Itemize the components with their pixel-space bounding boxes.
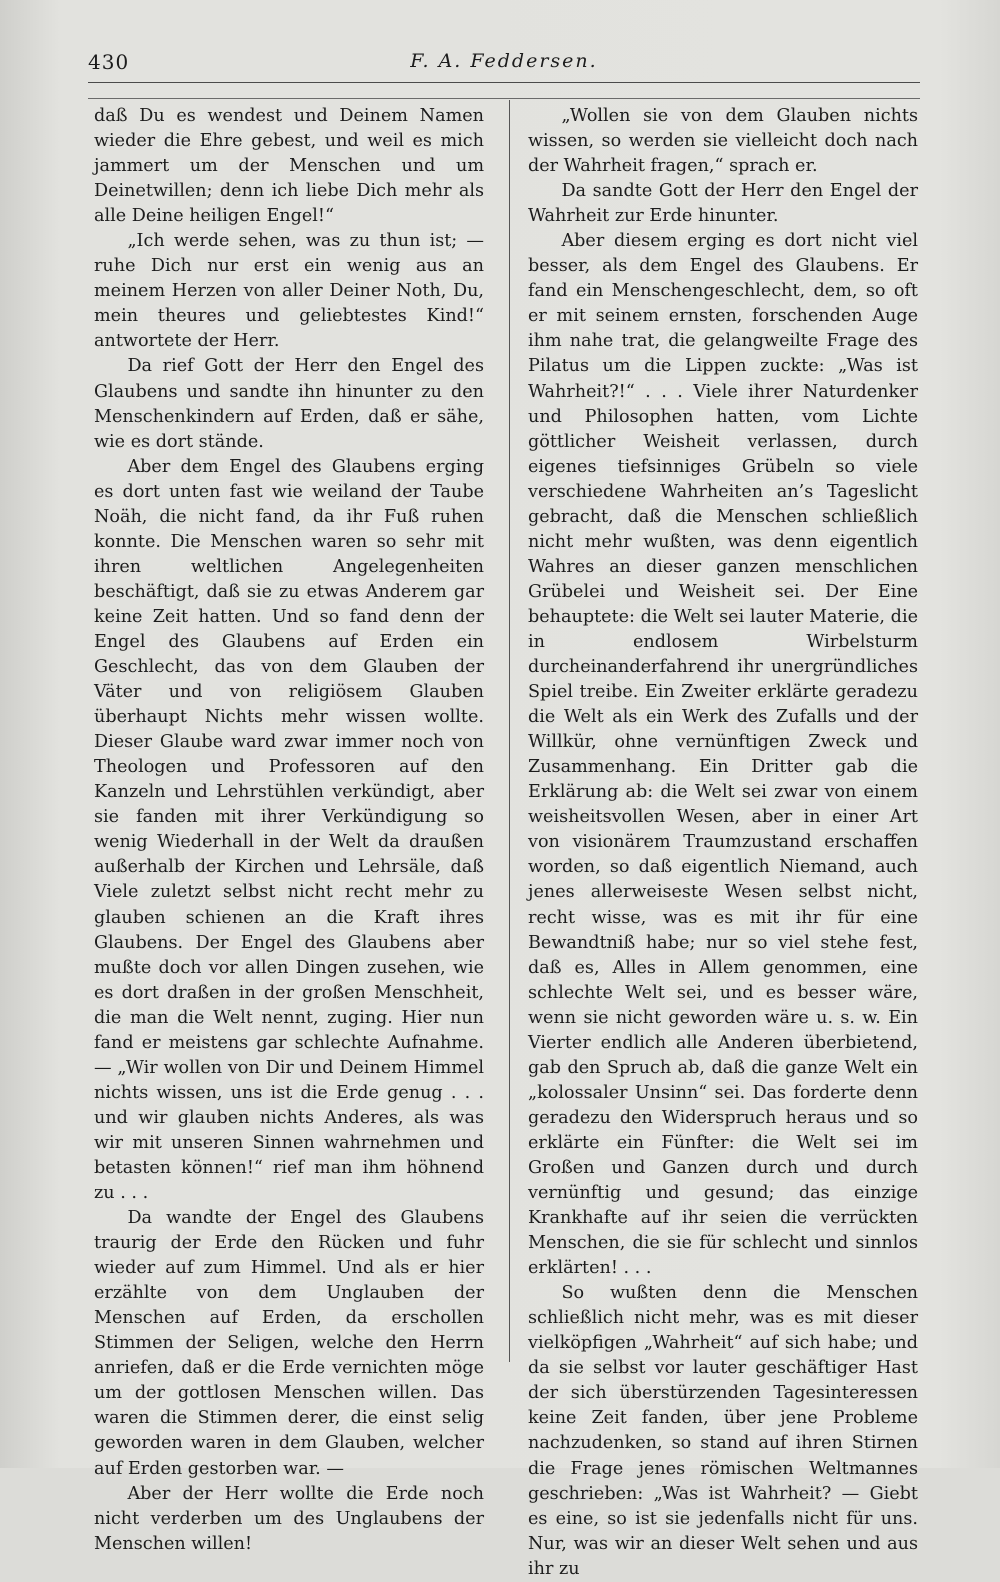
header-rule xyxy=(88,82,920,83)
paragraph: Aber diesem erging es dort nicht viel besser, als dem Engel des Glaubens. Er fand ein Menschengeschlecht, dem, so oft er mit seinem ernsten, forschenden Auge ihm nahe trat, die gelangweilte Frage des Pilatus um die Lippen zuckte: „Was ist Wahrheit?!“ . . . Viele ihrer Naturdenker und Philosophen hatten, vom Lichte göttlicher Weisheit verlassen, durch eigenes tiefsinniges Grübeln so viele verschiedene Wahrheiten an’s Tageslicht gebracht, daß die Menschen schließlich nicht mehr wußten, was denn eigentlich Wahres an dieser ganzen menschlichen Grübelei und Weisheit sei. Der Eine behauptete: die Welt sei lauter Materie, die in endlosem Wirbelsturm durcheinanderfahrend ihr unergründliches Spiel treibe. Ein Zweiter erklärte geradezu die Welt als ein Werk des Zufalls und der Willkür, ohne vernünftigen Zweck und Zusammenhang. Ein Dritter gab die Erklärung ab: die Welt sei zwar von einem weisheitsvollen Wesen, aber in einer Art von visionärem Traumzustand erschaffen worden, so daß eigentlich Niemand, auch jenes allerweiseste Wesen selbst nicht, recht wisse, was es mit ihr für eine Bewandtniß habe; nur so viel stehe fest, daß es, Alles in Allem genommen, eine schlechte Welt sei, und es besser wäre, wenn sie nicht geworden wäre u. s. w. Ein Vierter endlich alle Anderen überbietend, gab den Spruch ab, daß die ganze Welt ein „kolossaler Unsinn“ sei. Das forderte denn geradezu den Widerspruch heraus und so erklärte ein Fünfter: die Welt sei im Großen und Ganzen durch und durch vernünftig und gesund; das einzige Krankhafte auf ihr seien die verrückten Menschen, die sie für schlecht und sinnlos erklärten! . . . xyxy=(528,231,918,1279)
header-rule-secondary xyxy=(88,98,920,99)
paragraph: daß Du es wendest und Deinem Namen wieder die Ehre gebest, und weil es mich jammert um der Menschen und um Deinetwillen; denn ich liebe Dich mehr als alle Deine heiligen Engel!“ xyxy=(94,106,484,227)
left-column xyxy=(94,104,484,1554)
running-head: F. A. Feddersen. xyxy=(410,50,598,72)
column-divider xyxy=(509,100,510,1362)
paragraph: „Ich werde sehen, was zu thun ist; — ruhe Dich nur erst ein wenig aus an meinem Herzen von aller Deiner Noth, Du, mein theures und geliebtestes Kind!“ antwortete der Herr. xyxy=(94,231,484,352)
paragraph: „Wollen sie von dem Glauben nichts wissen, so werden sie vielleicht doch nach der Wahrheit fragen,“ sprach er. xyxy=(528,106,918,177)
page-header xyxy=(88,50,920,80)
paragraph: Aber der Herr wollte die Erde noch nicht verderben um des Unglaubens der Menschen willen! xyxy=(94,1483,484,1554)
right-column xyxy=(528,104,918,1579)
paragraph: Da rief Gott der Herr den Engel des Glaubens und sandte ihn hinunter zu den Menschenkindern auf Erden, daß er sähe, wie es dort stände. xyxy=(94,356,484,452)
paragraph: Da sandte Gott der Herr den Engel der Wahrheit zur Erde hinunter. xyxy=(528,181,918,227)
paragraph: Aber dem Engel des Glaubens erging es dort unten fast wie weiland der Taube Noäh, die nicht fand, da ihr Fuß ruhen konnte. Die Menschen waren so sehr mit ihren weltlichen Angelegenheiten beschäftigt, daß sie zu etwas Anderem gar keine Zeit hatten. Und so fand denn der Engel des Glaubens auf Erden ein Geschlecht, das von dem Glauben der Väter und von religiösem Glauben überhaupt Nichts mehr wissen wollte. Dieser Glaube ward zwar immer noch von Theologen und Professoren auf den Kanzeln und Lehrstühlen verkündigt, aber sie fanden mit ihrer Verkündigung so wenig Wiederhall in der Welt da draußen außerhalb der Kirchen und Lehrsäle, daß Viele zuletzt selbst nicht recht mehr zu glauben schienen an die Kraft ihres Glaubens. Der Engel des Glaubens aber mußte doch vor allen Dingen zusehen, wie es dort draßen in der großen Menschheit, die man die Welt nennt, zuging. Hier nun fand er meistens gar schlechte Aufnahme. — „Wir wollen von Dir und Deinem Himmel nichts wissen, uns ist die Erde genug . . . und wir glauben nichts Anderes, als was wir mit unseren Sinnen wahrnehmen und betasten können!“ rief man ihm höhnend zu . . . xyxy=(94,456,484,1204)
paragraph: Da wandte der Engel des Glaubens traurig der Erde den Rücken und fuhr wieder auf zum Himmel. Und als er hier erzählte von dem Unglauben der Menschen auf Erden, da erschollen Stimmen der Seligen, welche den Herrn anriefen, daß er die Erde vernichten möge um der gottlosen Menschen willen. Das waren die Stimmen derer, die einst selig geworden waren in dem Glauben, welcher auf Erden gestorben war. — xyxy=(94,1208,484,1479)
paragraph: So wußten denn die Menschen schließlich nicht mehr, was es mit dieser vielköpfigen „Wahrheit“ auf sich habe; und da sie selbst vor lauter geschäftiger Hast der sich überstürzenden Tagesinteressen keine Zeit fanden, über jene Probleme nachzudenken, so stand auf ihren Stirnen die Frage jenes römischen Weltmannes geschrieben: „Was ist Wahrheit? — Giebt es eine, so ist sie jedenfalls nicht für uns. Nur, was wir an dieser Welt sehen und aus ihr zu xyxy=(528,1283,918,1579)
page-number: 430 xyxy=(88,50,130,74)
